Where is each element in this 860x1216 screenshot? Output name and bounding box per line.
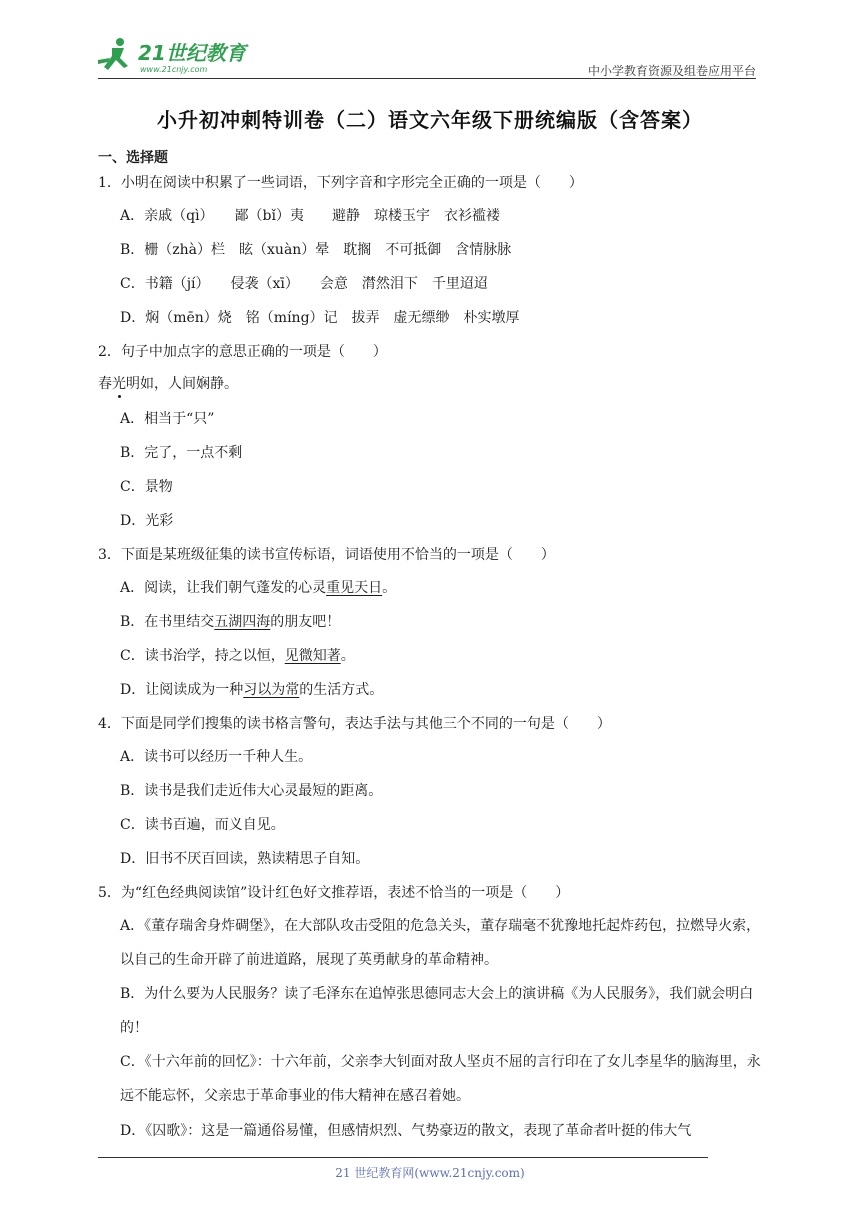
q2-quote-pre: 春 bbox=[98, 376, 112, 392]
section-heading: 一、选择题 bbox=[98, 150, 168, 166]
q5-option-c: C．《十六年前的回忆》：十六年前，父亲李大钊面对敌人坚贞不屈的言行印在了女儿李星华的脑海里，永远不能忘怀，父亲忠于革命事业的伟大精神在感召着她。 bbox=[120, 1054, 761, 1104]
q1-stem: 1．小明在阅读中积累了一些词语，下列字音和字形完全正确的一项是（ ） bbox=[98, 175, 583, 191]
logo-url: www.21cnjy.com bbox=[140, 65, 208, 74]
q3-option-a bbox=[120, 578, 396, 598]
q1-option-b: B．栅（zhà）栏 眩（xuàn）晕 耽搁 不可抵御 含情脉脉 bbox=[120, 242, 512, 258]
q4-option-a: A．读书可以经历一千种人生。 bbox=[120, 749, 313, 765]
q3-a-post: 。 bbox=[382, 580, 397, 596]
q3-option-d bbox=[120, 680, 383, 700]
q3-d-post: 的生活方式。 bbox=[299, 682, 384, 698]
page-title: 小升初冲刺特训卷（二）语文六年级下册统编版（含答案） bbox=[157, 108, 703, 132]
q3-a-underlined: 重见天日 bbox=[326, 580, 383, 596]
q2-quote-post: 明如，人间娴静。 bbox=[126, 376, 238, 392]
q4-option-b: B．读书是我们走近伟大心灵最短的距离。 bbox=[120, 783, 383, 799]
q5-stem: 5．为“红色经典阅读馆”设计红色好文推荐语，表述不恰当的一项是（ ） bbox=[98, 885, 570, 901]
q3-option-c bbox=[120, 646, 355, 666]
q5-option-d: D．《囚歌》：这是一篇通俗易懂，但感情炽烈、气势豪迈的散文，表现了革命者叶挺的伟大气 bbox=[120, 1123, 692, 1139]
q3-b-post: 的朋友吧！ bbox=[270, 614, 341, 630]
q1-option-a: A．亲戚（qì） 鄙（bǐ）夷 避静 琼楼玉宇 衣衫褴褛 bbox=[120, 208, 500, 224]
header-divider bbox=[98, 78, 756, 79]
platform-name: 中小学教育资源及组卷应用平台 bbox=[587, 64, 756, 78]
q3-c-underlined: 见微知著 bbox=[284, 648, 341, 664]
q4-option-c: C．读书百遍，而义自见。 bbox=[120, 817, 285, 833]
q3-d-pre: D．让阅读成为一种 bbox=[120, 682, 244, 698]
q2-option-a: A．相当于“只” bbox=[120, 411, 215, 427]
q3-d-underlined: 习以为常 bbox=[243, 682, 300, 698]
q4-option-d: D．旧书不厌百回读，熟读精思子自知。 bbox=[120, 851, 370, 867]
page-footer: 21 世纪教育网(www.21cnjy.com) bbox=[335, 1166, 525, 1180]
q3-option-b bbox=[120, 612, 340, 632]
q2-option-c: C．景物 bbox=[120, 479, 173, 495]
q1-option-d: D．焖（mēn）烧 铭（míng）记 拔弄 虚无缥缈 朴实墩厚 bbox=[120, 310, 520, 326]
q5-option-a: A．《董存瑞舍身炸碉堡》，在大部队攻击受阻的危急关头，董存瑞毫不犹豫地托起炸药包，拉燃导火索，以自己的生命开辟了前进道路，展现了英勇献身的革命精神。 bbox=[120, 918, 761, 968]
q2-option-b: B．完了，一点不剩 bbox=[120, 445, 243, 461]
q3-stem: 3．下面是某班级征集的读书宣传标语，词语使用不恰当的一项是（ ） bbox=[98, 547, 555, 563]
q3-b-pre: B．在书里结交 bbox=[120, 614, 215, 630]
q3-c-pre: C．读书治学，持之以恒， bbox=[120, 648, 285, 664]
q3-a-pre: A．阅读，让我们朝气蓬发的心灵 bbox=[120, 580, 327, 596]
q5-option-b: B．为什么要为人民服务？读了毛泽东在追悼张思德同志大会上的演讲稿《为人民服务》，我们就会明白的！ bbox=[120, 986, 754, 1036]
q2-stem: 2．句子中加点字的意思正确的一项是（ ） bbox=[98, 344, 387, 360]
q3-c-post: 。 bbox=[340, 648, 355, 664]
logo-brand: 21世纪教育 bbox=[138, 41, 246, 65]
q1-option-c: C．书籍（jí） 侵袭（xī） 会意 潸然泪下 千里迢迢 bbox=[120, 276, 488, 292]
q2-quote bbox=[98, 374, 238, 394]
q2-dotted-char: 光 bbox=[112, 376, 126, 392]
q2-option-d: D．光彩 bbox=[120, 513, 174, 529]
q4-stem: 4．下面是同学们搜集的读书格言警句，表达手法与其他三个不同的一句是（ ） bbox=[98, 716, 611, 732]
footer-divider bbox=[98, 1157, 708, 1158]
21cnjy-logo bbox=[98, 36, 268, 76]
page-header bbox=[98, 30, 756, 78]
q3-b-underlined: 五湖四海 bbox=[214, 614, 271, 630]
